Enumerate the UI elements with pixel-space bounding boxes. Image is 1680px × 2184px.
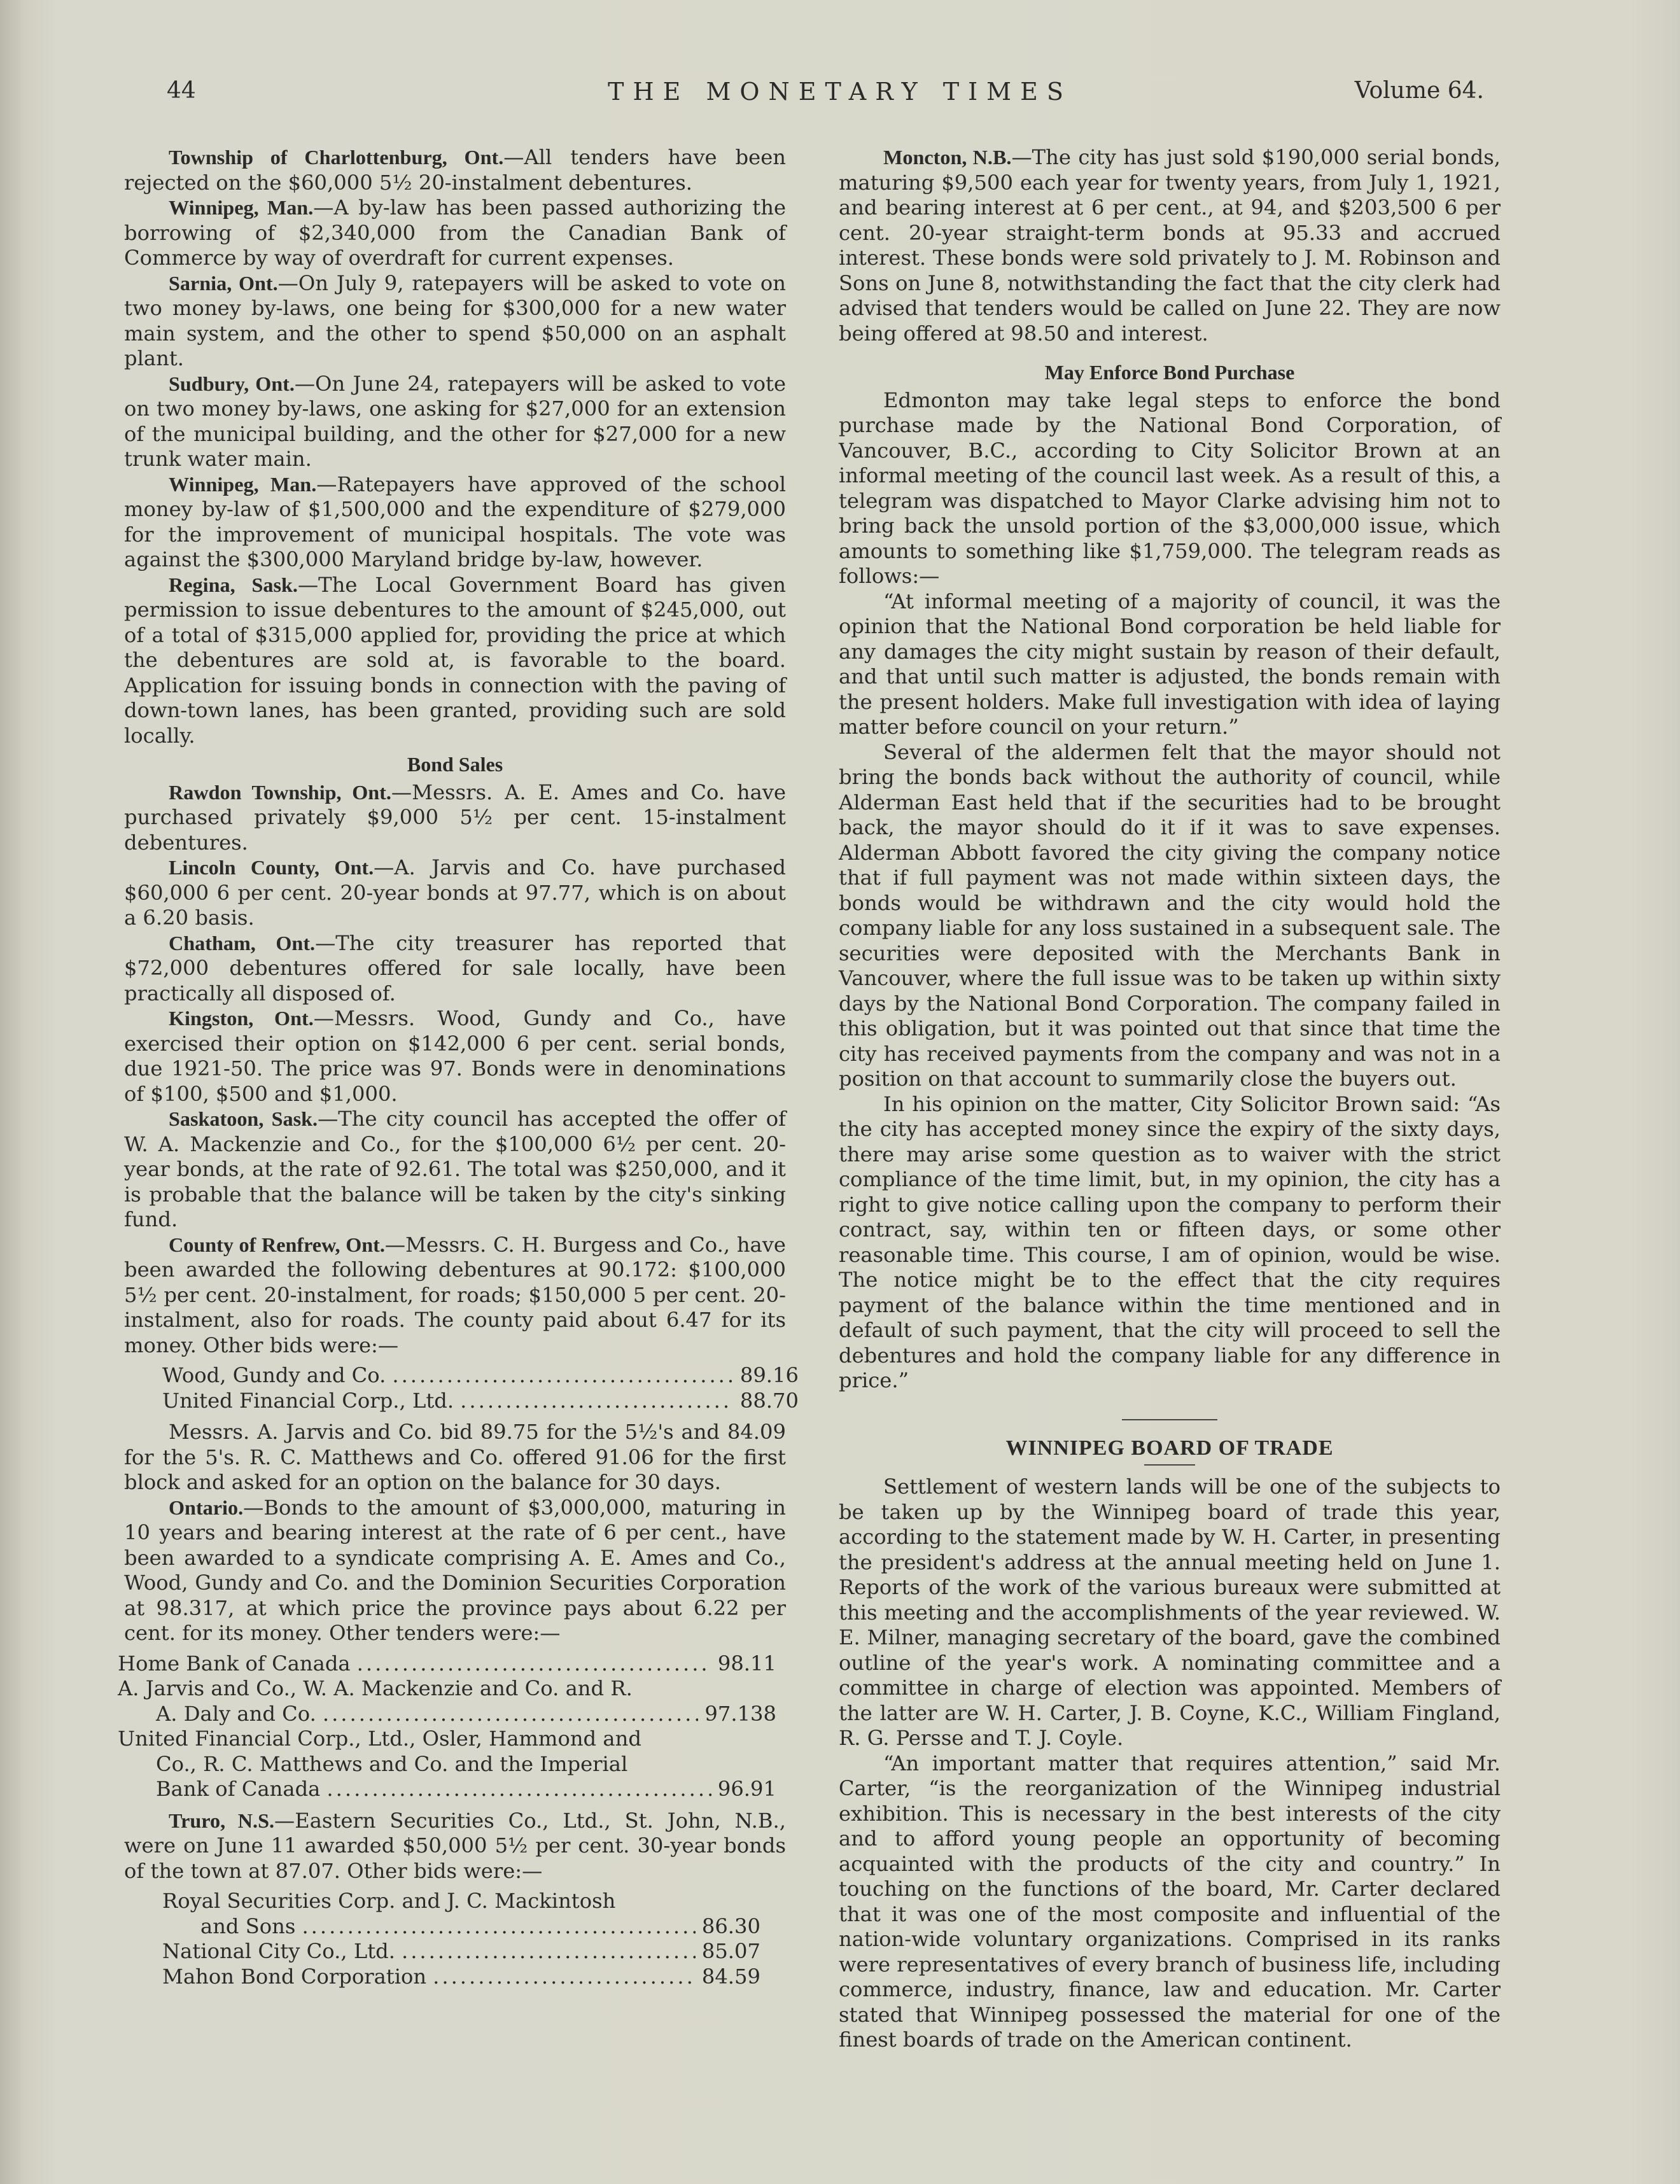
bidder-name: Home Bank of Canada [118, 1651, 351, 1676]
section-heading-bond-sales: Bond Sales [407, 753, 503, 776]
article-paragraph: Settlement of western lands will be one of the subjects to be taken up by the Winnipeg board of trade this year, according to the statement made by W. H. Carter, in presenting the president's address at the annual meeting held on June 1. Reports of the work of the various bureaux were submitted at this meeting and the accomplishments of the year reviewed. W. E. Milner, managing secretary of the board, gave the combined outline of the year's work. A nominating committee and a committee in charge of election was appointed. Members of the latter are W. H. Carter, J. B. Coyne, K.C., William Fingland, R. G. Persse and T. J. Coyle. [839, 1474, 1501, 1750]
bidder-name-cont: Bank of Canada [156, 1777, 321, 1801]
item-text: —On July 9, ratepayers will be asked to vote on two money by-laws, one being for $300,000 for a new water main system, and the other to spend $50,000 on an asphalt plant. [124, 270, 786, 370]
news-item [124, 195, 786, 271]
bid-value: 89.16 [739, 1363, 799, 1387]
bid-row [162, 1363, 799, 1389]
item-text: —Messrs. Wood, Gundy and Co., have exercised their option on $142,000 6 per cent. serial bonds, due 1921-50. The price was 97. Bonds were in denominations of $100, $500 and $1,000. [124, 1006, 786, 1106]
news-item: Messrs. A. Jarvis and Co. bid 89.75 for the 5½'s and 84.09 for the 5's. R. C. Matthews and Co. offered 91.06 for the first block and asked for an option on the balance for 30 days. [124, 1420, 786, 1494]
item-lead: Regina, Sask. [169, 573, 298, 596]
news-item [124, 1107, 786, 1233]
news-item [124, 271, 786, 372]
bid-value: 97.138 [704, 1701, 776, 1726]
article-paragraph: In his opinion on the matter, City Solicitor Brown said: “As the city has accepted money since the expiry of the sixty days, there may arise some question as to waiver with the strict compliance of the time limit, but, in my opinion, the city has a right to give notice calling upon the company to perform their contract, say, within ten or fifteen days, or some other reasonable time. This course, I am of opinion, would be wise. The notice might be to the effect that the city requires payment of the balance within the time mentioned and in default of such payment, that the city will proceed to sell the debentures and hold the company liable for any difference in price.” [839, 1091, 1501, 1392]
item-lead: Truro, N.S. [169, 1809, 275, 1832]
truro-bids-list [124, 1889, 786, 1989]
bid-row [162, 1389, 799, 1414]
page-number: 44 [167, 78, 196, 104]
bid-value: 84.59 [701, 1964, 760, 1989]
bid-value: 86.30 [701, 1914, 760, 1938]
item-text: —Eastern Securities Co., Ltd., St. John, N.B., were on June 11 awarded $50,000 5½ per cent. 30-year bonds of the town at 87.07. Other bids were:— [124, 1808, 786, 1883]
article-paragraph: Edmonton may take legal steps to enforce the bond purchase made by the National Bond Corporation, of Vancouver, B.C., according to City Solicitor Brown at an informal meeting of the council last week. As a result of this, a telegram was dispatched to Mayor Clarke advising him not to bring back the unsold portion of the $3,000,000 issue, which amounts to something like $1,759,000. The telegram reads as follows:— [839, 388, 1501, 588]
news-item [124, 573, 786, 749]
ontario-bids-list [118, 1651, 786, 1802]
bidder-name: United Financial Corp., Ltd. [162, 1388, 454, 1413]
item-text: —Bonds to the amount of $3,000,000, maturing in 10 years and bearing interest at the rate of 6 per cent., have been awarded to a syndicate comprising A. E. Ames and Co., Wood, Gundy and Co. and the Dominion Securities Corporation at 98.317, at which price the province pays about 6.22 per cent. for its money. Other tenders were:— [124, 1495, 786, 1645]
item-lead: Saskatoon, Sask. [169, 1107, 318, 1130]
bid-row [118, 1777, 776, 1802]
item-text: —Ratepayers have approved of the school money by-law of $1,500,000 and the expenditure of $279,000 for the improvement of municipal hospitals. The vote was against the $300,000 Maryland bridge by-law, however. [124, 472, 786, 571]
item-lead: Ontario. [169, 1495, 244, 1519]
journal-title: THE MONETARY TIMES [608, 78, 1072, 106]
news-item [124, 372, 786, 472]
news-item [124, 145, 786, 195]
news-item [124, 1233, 786, 1359]
bid-value: 85.07 [701, 1939, 760, 1963]
item-lead: Township of Charlottenburg, Ont. [169, 146, 504, 169]
article-title-winnipeg-board: WINNIPEG BOARD OF TRADE [1005, 1436, 1334, 1460]
item-lead: Winnipeg, Man. [169, 472, 317, 496]
news-item [124, 780, 786, 856]
article-paragraph: “An important matter that requires attention,” said Mr. Carter, “is the reorganization of the Winnipeg industrial exhibition. This is necessary in the best interests of the city and to afford young people an opportunity of becoming acquainted with the products of the city and country.” In touching on the functions of the board, Mr. Carter declared that it was one of the most composite and influential of the nation-wide voluntary organizations. Comprised in its ranks were representatives of every branch of business life, including commerce, industry, finance, law and education. Mr. Carter stated that Winnipeg possessed the material for one of the finest boards of trade on the American continent. [839, 1751, 1501, 2052]
volume-label: Volume 64. [1354, 78, 1484, 104]
news-item [124, 1809, 786, 1884]
bidder-name: Wood, Gundy and Co. [162, 1363, 386, 1387]
item-lead: Winnipeg, Man. [169, 196, 314, 219]
item-text: —The city has just sold $190,000 serial bonds, maturing $9,500 each year for twenty years, from July 1, 1921, and bearing interest at 6 per cent., at 94, and $203,500 6 per cent. 20-year straight-term bonds at 95.33 and accrued interest. These bonds were sold privately to J. M. Robinson and Sons on June 8, notwithstanding the fact that the city clerk had advised that tenders would be called on June 22. They are now being offered at 98.50 and interest. [839, 145, 1501, 346]
renfrew-bids-list [124, 1363, 799, 1413]
item-lead: Rawdon Township, Ont. [169, 780, 391, 804]
bidder-name-cont: and Sons [200, 1914, 296, 1938]
running-header [0, 78, 1680, 116]
news-item [839, 145, 1501, 346]
news-item [124, 1495, 786, 1646]
item-lead: Lincoln County, Ont. [169, 856, 374, 879]
section-divider [1122, 1419, 1217, 1420]
item-text: —The Local Government Board has given permission to issue debentures to the amount of $245,000, out of a total of $315,000 applied for, providing the price at which the debentures are sold at, is favorable to the board. Application for issuing bonds in connection with the paving of down-town lanes, has been granted, providing such are sold locally. [124, 572, 786, 748]
bid-value: 98.11 [717, 1651, 776, 1676]
item-lead: Kingston, Ont. [169, 1007, 314, 1030]
bid-row [118, 1702, 776, 1727]
item-lead: County of Renfrew, Ont. [169, 1233, 385, 1256]
news-item [124, 931, 786, 1007]
bid-row [118, 1651, 776, 1677]
item-text: —All tenders have been rejected on the $60,000 5½ 20-instalment debentures. [124, 145, 786, 195]
news-item [124, 855, 786, 931]
article-paragraph: Several of the aldermen felt that the mayor should not bring the bonds back without the authority of council, while Alderman East held that if the securities had to be brought back, the mayor should do it if it was to save expenses. Alderman Abbott favored the city giving the company notice that if full payment was not made within sixteen days, the bonds would be withdrawn and the city would hold the company liable for any loss sustained in a subsequent sale. The securities were deposited with the Merchants Bank in Vancouver, where the full issue was to be taken up within sixty days by the National Bond Corporation. The company failed in this obligation, but it was pointed out that since that time the city has received payments from the company and was not in a position on that account to summarily close the buyers out. [839, 739, 1501, 1091]
item-text: —Messrs. A. E. Ames and Co. have purchased privately $9,000 5½ per cent. 15-instalment debentures. [124, 780, 787, 855]
bidder-name-cont: Co., R. C. Matthews and Co. and the Imperial [156, 1751, 628, 1776]
bidder-name: Mahon Bond Corporation [162, 1964, 427, 1989]
item-text: —A. Jarvis and Co. have purchased $60,000 6 per cent. 20-year bonds at 97.77, which is on about a 6.20 basis. [124, 855, 786, 930]
article-paragraph: “At informal meeting of a majority of council, it was the opinion that the National Bond corporation be held liable for any damages the city might sustain by reason of their default, and that until such matter is adjusted, the bonds remain with the present holders. Make full investigation with idea of laying matter before council on your return.” [839, 589, 1501, 739]
item-text: —On June 24, ratepayers will be asked to vote on two money by-laws, one asking for $27,000 for an extension of the municipal building, and the other for $27,000 for a new trunk water main. [124, 371, 787, 471]
right-column [839, 145, 1501, 2053]
item-text: —The city treasurer has reported that $72,000 debentures offered for sale locally, have been practically all disposed of. [124, 930, 786, 1005]
item-lead: Chatham, Ont. [169, 931, 316, 955]
bidder-name: A. Jarvis and Co., W. A. Mackenzie and Co. and R. [118, 1676, 633, 1700]
item-text: —Messrs. C. H. Burgess and Co., have been awarded the following debentures at 90.172: $100,000 5½ per cent. 20-instalment, for roads; $150,000 5 per cent. 20-instalment, also for roads. The county paid about 6.47 for its money. Other bids were:— [124, 1232, 786, 1357]
left-column [118, 145, 799, 1996]
bidder-name: Royal Securities Corp. and J. C. Mackintosh [162, 1889, 616, 1913]
item-text: —A by-law has been passed authorizing the borrowing of $2,340,000 from the Canadian Bank of Commerce by way of overdraft for current expenses. [124, 195, 786, 270]
bid-value: 96.91 [717, 1777, 776, 1801]
title-underline [1144, 1464, 1195, 1466]
item-text: —The city council has accepted the offer of W. A. Mackenzie and Co., for the $100,000 6½ per cent. 20-year bonds, at the rate of 92.61. The total was $250,000, and it is probable that the balance will be taken by the city's sinking fund. [124, 1107, 786, 1231]
news-item [124, 1006, 786, 1107]
item-lead: Sudbury, Ont. [169, 372, 295, 395]
bid-row [162, 1964, 760, 1990]
bidder-name: National City Co., Ltd. [162, 1939, 395, 1963]
item-lead: Sarnia, Ont. [169, 271, 278, 295]
section-heading-may-enforce: May Enforce Bond Purchase [1044, 361, 1295, 384]
bidder-name: United Financial Corp., Ltd., Osler, Hammond and [118, 1726, 641, 1751]
news-item [124, 472, 786, 573]
item-lead: Moncton, N.B. [883, 146, 1012, 169]
bid-value: 88.70 [739, 1388, 799, 1413]
bid-row [162, 1939, 760, 1964]
bidder-name-cont: A. Daly and Co. [156, 1701, 316, 1726]
bid-row [162, 1914, 760, 1940]
